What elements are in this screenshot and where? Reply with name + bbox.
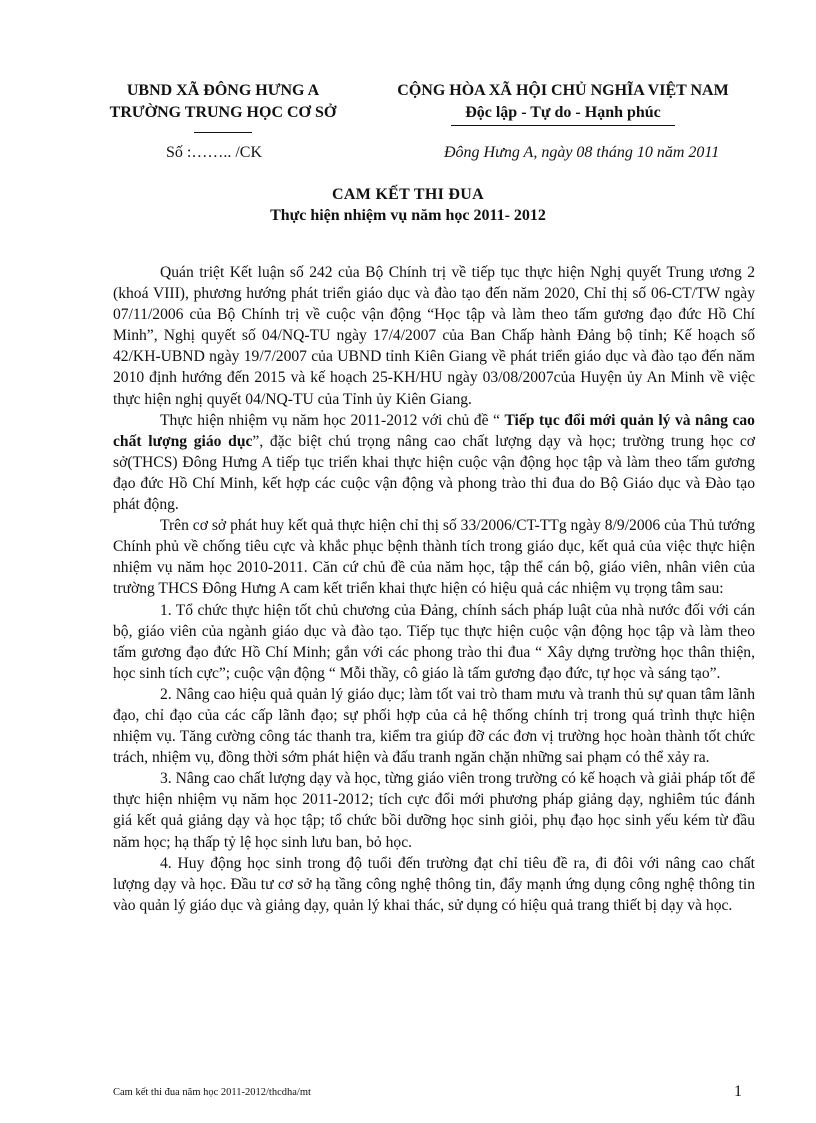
country-name: CỘNG HÒA XÃ HỘI CHỦ NGHĨA VIỆT NAM xyxy=(397,82,729,99)
paragraph-2-intro: Thực hiện nhiệm vụ năm học 2011-2012 với chủ đề “ xyxy=(160,411,505,429)
commitment-item-1: 1. Tổ chức thực hiện tốt chủ chương của Đảng, chính sách pháp luật của nhà nước đối với cán bộ, giáo viên của ngành giáo dục và đào tạo. Tiếp tục thực hiện cuộc vận động học tập và làm theo tấm gương đạo đức Hồ Chí Minh; gắn với các phong trào thi đua “ Xây dựng trường học thân thiện, học sinh tích cực”; cuộc vận động “ Mỗi thầy, cô giáo là tấm gương đạo đức, tự học và sáng tạo”. xyxy=(113,601,755,682)
theme-text: Tiếp tục đổi mới quản lý và nâng cao chất lượng giáo dục xyxy=(113,411,755,450)
commitment-item-2: 2. Nâng cao hiệu quả quản lý giáo dục; làm tốt vai trò tham mưu và tranh thủ sự quan tâm lãnh đạo, chỉ đạo của các cấp lãnh đạo; sự phối hợp của cả hệ thống chính trị trong quá trình thực hiện nhiệm vụ. Tăng cường công tác thanh tra, kiểm tra giúp đỡ các đơn vị trường học hoàn thành tốt chức trách, nhiệm vụ, đồng thời sớm phát hiện và đấu tranh ngăn chặn những sai phạm có thể xảy ra. xyxy=(113,685,755,767)
organization-header xyxy=(98,80,348,133)
page-number: 1 xyxy=(734,1083,742,1100)
document-subtitle: Thực hiện nhiệm vụ năm học 2011- 2012 xyxy=(270,207,546,224)
org-line-2: TRƯỜNG TRUNG HỌC CƠ SỞ xyxy=(109,104,337,121)
document-date: Đông Hưng A, ngày 08 tháng 10 năm 2011 xyxy=(444,144,720,161)
org-line-1: UBND XÃ ĐÔNG HƯNG A xyxy=(126,82,320,99)
document-body xyxy=(113,262,755,916)
paragraph-2 xyxy=(113,410,755,515)
footer-filename: Cam kết thi đua năm học 2011-2012/thcdha/mt xyxy=(113,1087,311,1098)
national-header xyxy=(368,80,758,126)
commitment-item-4: 4. Huy động học sinh trong độ tuổi đến trường đạt chỉ tiêu đề ra, đi đôi với nâng cao chất lượng dạy và học. Đầu tư cơ sở hạ tầng công nghệ thông tin, đẩy mạnh ứng dụng công nghệ thông tin vào quản lý giáo dục và giảng dạy, quản lý khai thác, sử dụng có hiệu quả trang thiết bị dạy và học. xyxy=(113,854,755,914)
paragraph-3: Trên cơ sở phát huy kết quả thực hiện chỉ thị số 33/2006/CT-TTg ngày 8/9/2006 của Thủ tướng Chính phủ về chống tiêu cực và khắc phục bệnh thành tích trong giáo dục, kết quả của việc thực hiện nhiệm vụ năm học 2010-2011. Căn cứ chủ đề của năm học, tập thể cán bộ, giáo viên, nhân viên của trường THCS Đông Hưng A cam kết triển khai thực hiện có hiệu quả các nhiệm vụ trọng tâm sau: xyxy=(113,517,756,598)
org-divider xyxy=(194,132,252,133)
document-title: CAM KẾT THI ĐUA xyxy=(332,186,484,203)
paragraph-1: Quán triệt Kết luận số 242 của Bộ Chính trị về tiếp tục thực hiện Nghị quyết Trung ương 2 (khoá VIII), phương hướng phát triển giáo dục và đào tạo đến năm 2020, Chỉ thị số 06-CT/TW ngày 07/11/2006 của Bộ Chính trị về cuộc vận động “Học tập và làm theo tấm gương đạo đức Hồ Chí Minh”, Nghị quyết số 04/NQ-TU ngày 17/4/2007 của Ban Chấp hành Đảng bộ tỉnh; Kế hoạch số 42/KH-UBND ngày 19/7/2007 của UBND tỉnh Kiên Giang về phát triển giáo dục và đào tạo đến năm 2010 định hướng đến 2015 và kế hoạch 25-KH/HU ngày 03/08/2007của Huyện ủy An Minh về việc thực hiện nghị quyết 04/NQ-TU của Tỉnh ủy Kiên Giang. xyxy=(113,264,755,408)
commitment-item-3: 3. Nâng cao chất lượng dạy và học, từng giáo viên trong trường có kế hoạch và giải pháp tốt để thực hiện nhiệm vụ năm học 2011-2012; tích cực đổi mới phương pháp giảng dạy, nghiêm túc đánh giá kết quả giảng dạy và học tập; tổ chức bồi dưỡng học sinh giỏi, phụ đạo học sinh yếu kém từ đầu năm học; hạ thấp tỷ lệ học sinh lưu ban, bỏ học. xyxy=(113,770,755,851)
paragraph-2-rest: ”, đặc biệt chú trọng nâng cao chất lượng dạy và học; trường trung học cơ sở(THCS) Đông Hưng A tiếp tục triển khai thực hiện cuộc vận động học tập và làm theo tấm gương đạo đức Hồ Chí Minh, kết hợp các cuộc vận động và phong trào thi đua do Bộ Giáo dục và Đào tạo phát động. xyxy=(113,432,755,514)
national-motto: Độc lập - Tự do - Hạnh phúc xyxy=(451,102,675,126)
document-number: Số :…….. /CK xyxy=(166,144,263,161)
